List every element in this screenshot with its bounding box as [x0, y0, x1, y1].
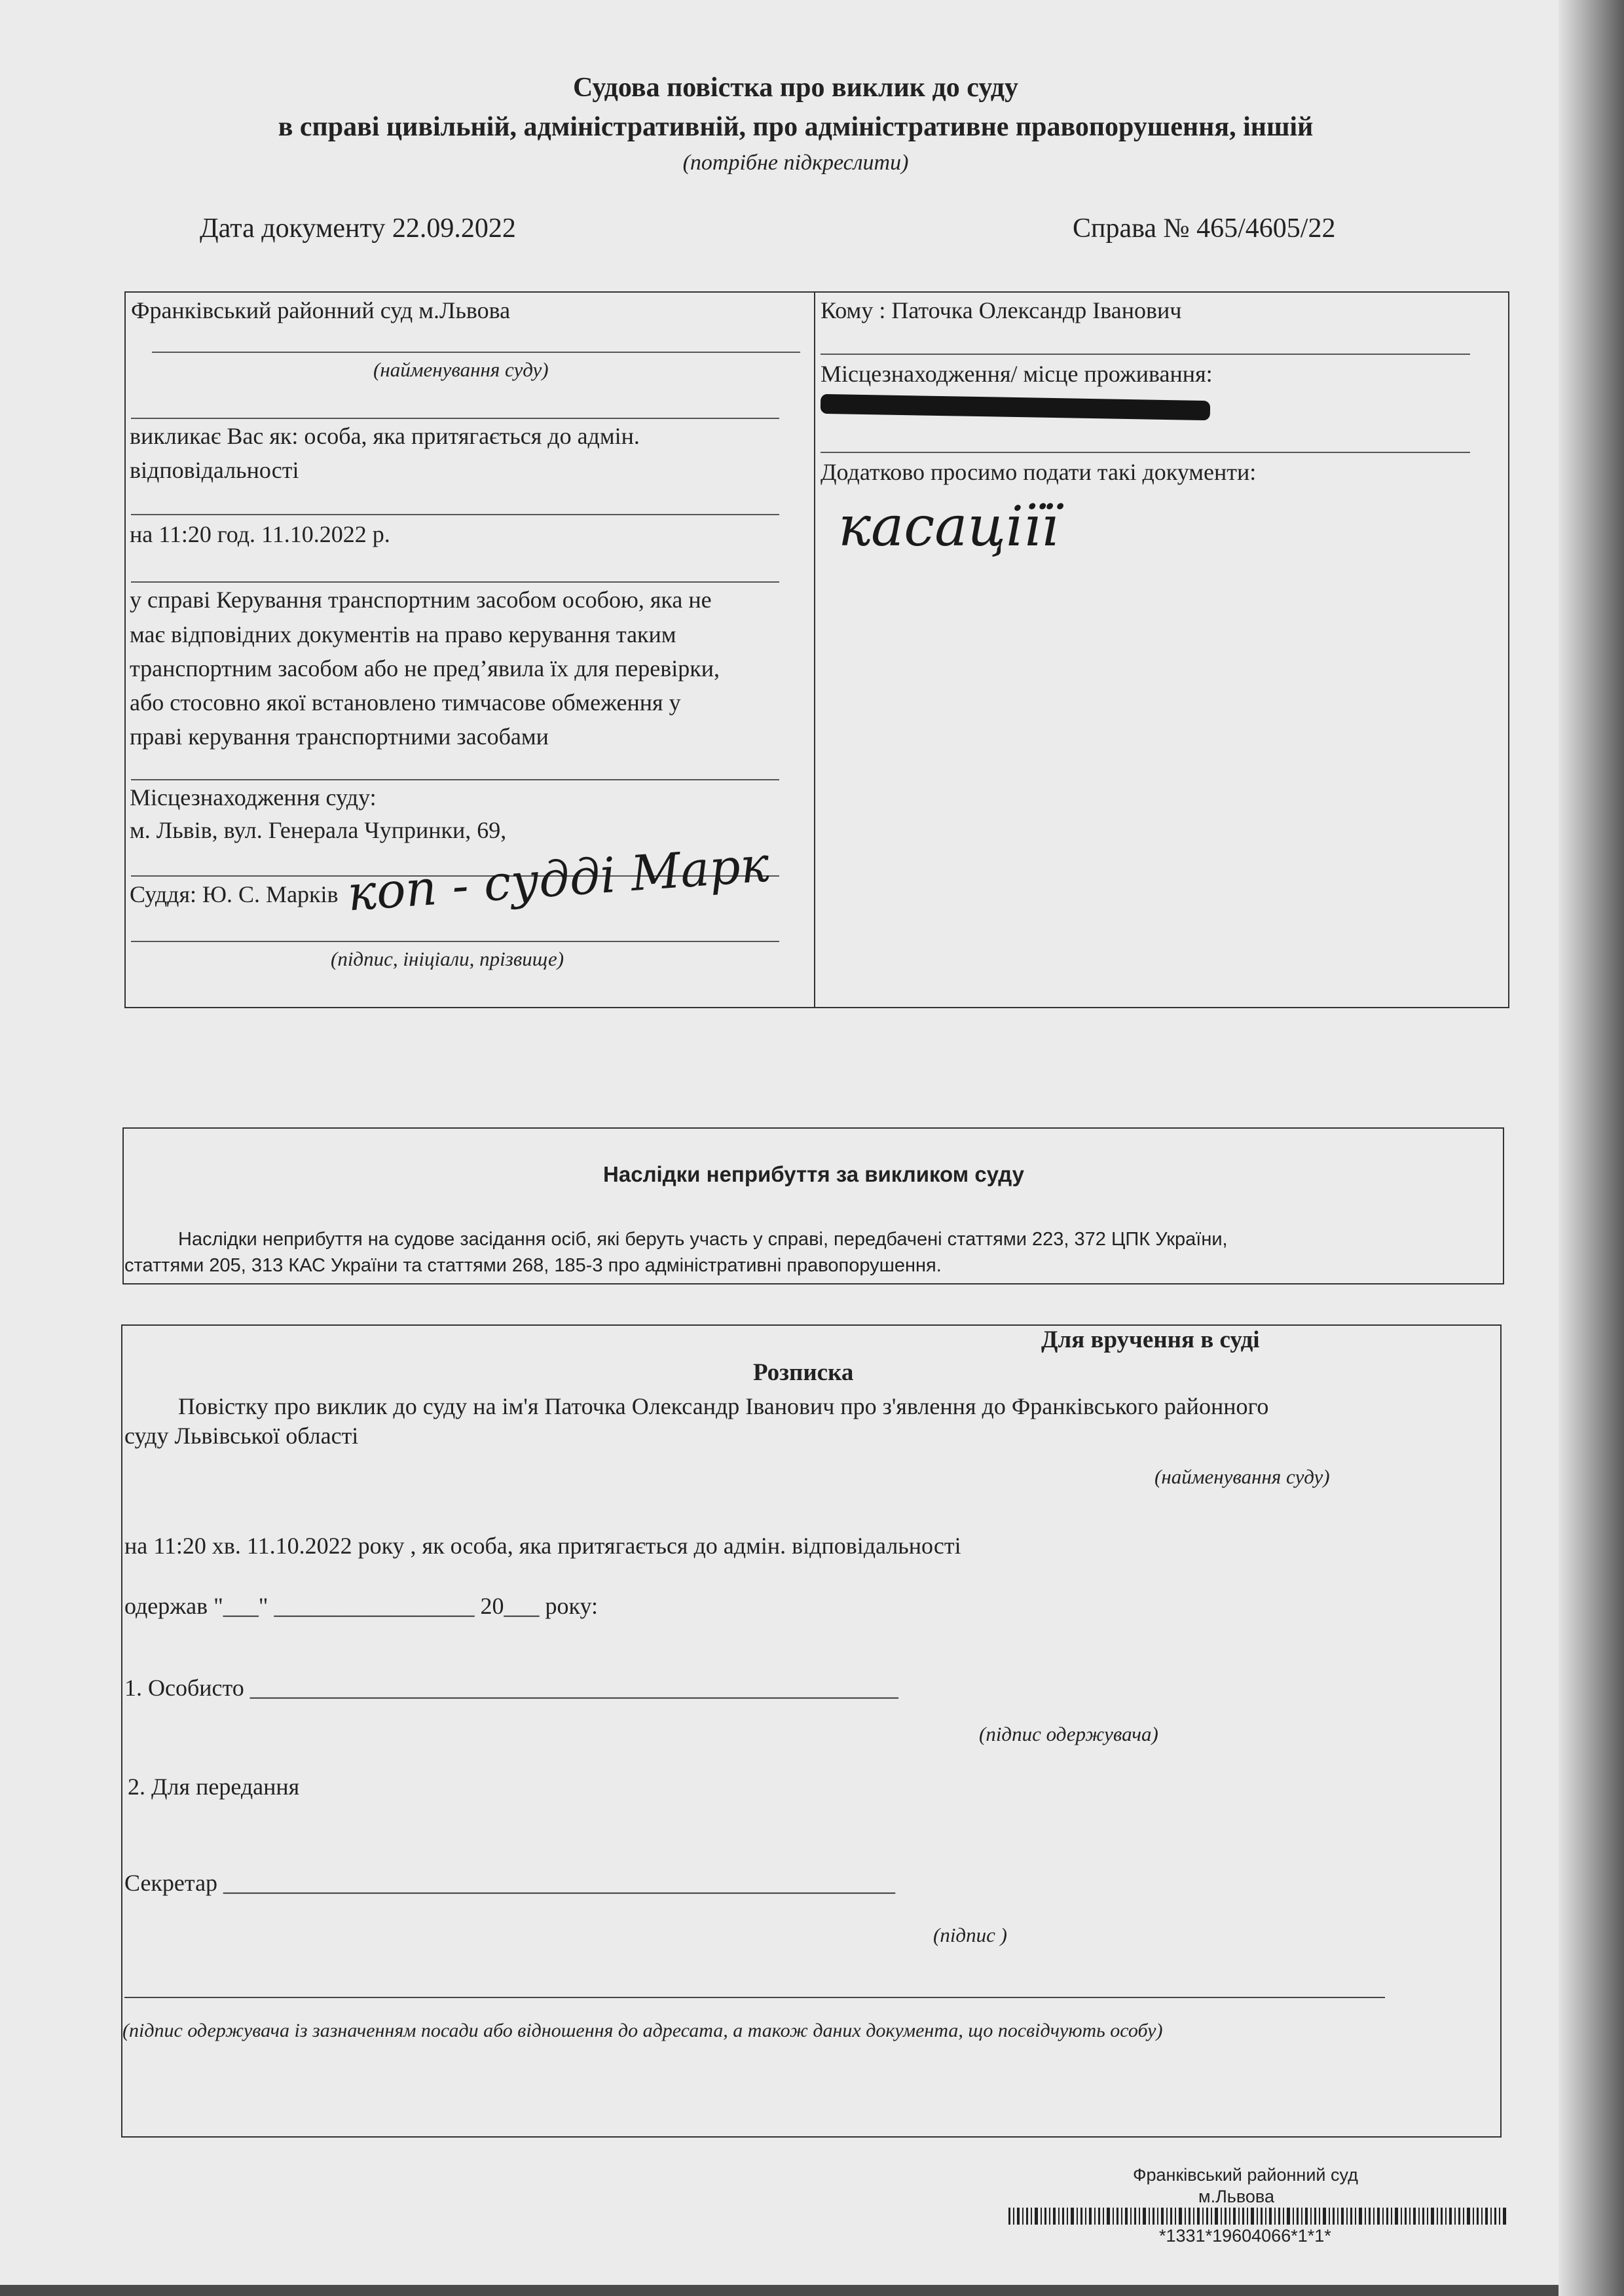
court-location-label: Місцезнаходження суду:: [130, 784, 377, 811]
divider: [821, 452, 1470, 453]
judge-name: Суддя: Ю. С. Марків: [130, 881, 339, 907]
recipient-name: Кому : Паточка Олександр Іванович: [821, 297, 1182, 323]
document-title: Судова повістка про виклик до суду: [573, 73, 1018, 103]
divider: [152, 352, 800, 353]
receipt-court-caption: (найменування суду): [1154, 1465, 1330, 1488]
secretary-signature-caption: (підпис ): [933, 1923, 1007, 1946]
hearing-time: на 11:20 год. 11.10.2022 р.: [130, 521, 390, 547]
secretary-line: Секретар _________________________________________________________: [124, 1870, 896, 1896]
case-number: Справа № 465/4605/22: [1073, 213, 1336, 244]
delivery-label: Для вручення в суді: [1041, 1326, 1260, 1353]
consequences-line1: Наслідки неприбуття на судове засідання осіб, які беруть участь у справі, передбачені статтями 223, 372 ЦПК України,: [178, 1229, 1228, 1250]
column-divider: [814, 291, 815, 1008]
receipt-title: Розписка: [753, 1359, 854, 1386]
divider: [131, 779, 779, 780]
receipt-line2: суду Львівської області: [124, 1423, 359, 1449]
summons-role-line1: викликає Вас як: особа, яка притягається до адмін.: [130, 423, 640, 449]
signature-line: [124, 1997, 1385, 1998]
court-caption: (найменування суду): [373, 358, 549, 381]
personally-line: 1. Особисто _______________________________________________________: [124, 1675, 898, 1701]
recipient-signature-caption: (підпис одержувача): [979, 1722, 1158, 1745]
summons-role-line2: відповідальності: [130, 457, 299, 483]
page-edge-shadow: [1559, 0, 1624, 2296]
handwritten-document-note: касаціїї: [838, 494, 1059, 558]
for-transfer-line: 2. Для передання: [128, 1774, 300, 1800]
divider: [131, 514, 779, 515]
case-description-line5: праві керування транспортними засобами: [130, 723, 549, 750]
bottom-signature-caption: (підпис одержувача із зазначенням посади або відношення до адресата, а також даних документа, що посвідчують особу): [122, 2020, 1163, 2041]
divider: [131, 941, 779, 942]
underline-note: (потрібне підкреслити): [682, 151, 909, 175]
residence-label: Місцезнаходження/ місце проживання:: [821, 361, 1213, 387]
receipt-time-line: на 11:20 хв. 11.10.2022 року , як особа, яка притягається до адмін. відповідальності: [124, 1533, 961, 1559]
receipt-line1: Повістку про виклик до суду на ім'я Паточка Олександр Іванович про з'явлення до Франківського районного: [178, 1393, 1269, 1419]
divider: [131, 581, 779, 583]
documents-label: Додатково просимо подати такі документи:: [821, 459, 1257, 485]
received-date-line: одержав "___" _________________ 20___ року:: [124, 1593, 599, 1619]
handwritten-signature: коп - судді Марк: [345, 836, 771, 922]
barcode-text: *1331*19604066*1*1*: [1159, 2226, 1331, 2246]
case-description-line2: має відповідних документів на право керування таким: [130, 621, 676, 647]
judge-signature-caption: (підпис, ініціали, прізвище): [331, 947, 564, 970]
divider: [131, 418, 779, 419]
court-location-value: м. Львів, вул. Генерала Чупринки, 69,: [130, 817, 507, 843]
footer-court-line1: Франківський районний суд: [1133, 2165, 1358, 2185]
document-date: Дата документу 22.09.2022: [200, 213, 516, 244]
case-description-line3: транспортним засобом або не пред’явила їх для перевірки,: [130, 655, 720, 682]
document-subtitle: в справі цивільній, адміністративній, про адміністративне правопорушення, іншій: [278, 112, 1314, 142]
case-description-line1: у справі Керування транспортним засобом особою, яка не: [130, 587, 712, 613]
consequences-line2: статтями 205, 313 КАС України та статтями 268, 185-3 про адміністративні правопорушення.: [124, 1255, 942, 1276]
case-description-line4: або стосовно якої встановлено тимчасове обмеження у: [130, 689, 681, 716]
footer-court-line2: м.Львова: [1198, 2187, 1274, 2206]
consequences-title: Наслідки неприбуття за викликом суду: [603, 1162, 1024, 1186]
divider: [821, 354, 1470, 355]
court-name: Франківський районний суд м.Львова: [131, 297, 511, 323]
